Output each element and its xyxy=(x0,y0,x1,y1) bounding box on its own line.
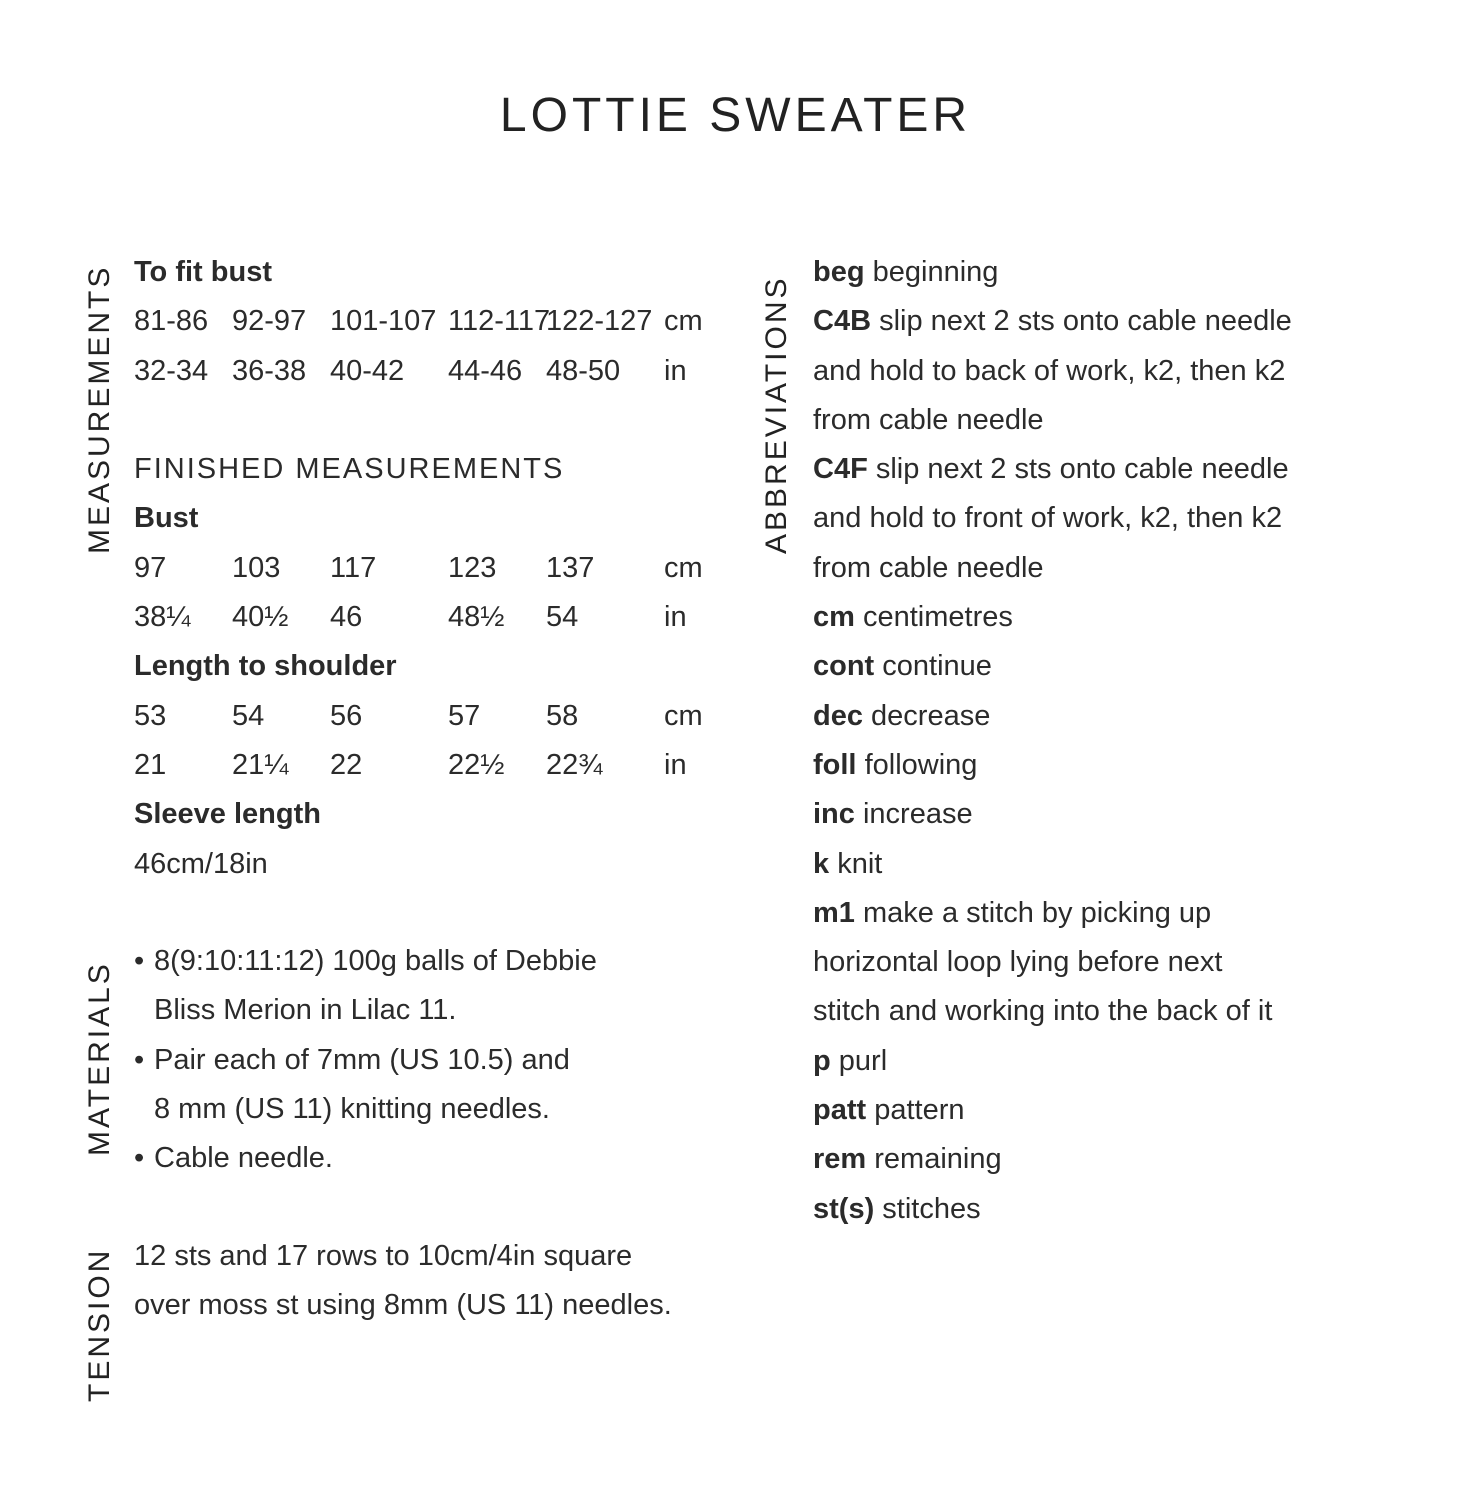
material-item-line xyxy=(134,937,744,986)
abbreviation-definition: horizontal loop lying before next xyxy=(813,946,1223,979)
abbreviation-line xyxy=(813,544,1433,593)
size-value: 40-42 xyxy=(330,354,405,387)
size-value: 122-127 xyxy=(546,305,653,338)
abbreviation-term: patt xyxy=(813,1094,867,1127)
abbreviation-line xyxy=(813,938,1433,987)
abbreviation-definition: and hold to front of work, k2, then k2 xyxy=(813,502,1283,535)
material-item-line xyxy=(134,986,744,1035)
abbreviation-term: cm xyxy=(813,601,855,634)
abbreviation-line xyxy=(813,790,1433,839)
size-value: 22¾ xyxy=(546,748,603,781)
abbreviation-line xyxy=(813,1086,1433,1135)
size-value: 112-117 xyxy=(448,305,551,338)
material-item-line xyxy=(134,1134,744,1183)
size-value: 22 xyxy=(330,748,363,781)
page-title: LOTTIE SWEATER xyxy=(499,89,972,142)
abbreviation-definition: continue xyxy=(882,650,992,683)
unit-label: in xyxy=(664,354,687,387)
size-value: 57 xyxy=(448,699,481,732)
to-fit-bust-cm-row xyxy=(134,297,744,346)
abbreviation-line xyxy=(813,593,1433,642)
abbreviation-definition: decrease xyxy=(871,699,991,732)
abbreviation-term: p xyxy=(813,1044,831,1077)
tension-line: 12 sts and 17 rows to 10cm/4in square xyxy=(134,1240,633,1272)
size-value: 81-86 xyxy=(134,305,209,338)
unit-label: cm xyxy=(664,699,703,732)
length-label: Length to shoulder xyxy=(134,650,397,683)
bust-cm-row xyxy=(134,544,744,593)
material-text: Pair each of 7mm (US 10.5) and xyxy=(154,1043,570,1076)
size-value: 36-38 xyxy=(232,354,307,387)
size-value: 38¼ xyxy=(134,601,191,634)
abbreviation-definition: beginning xyxy=(872,256,999,288)
bust-in-row xyxy=(134,593,744,642)
abbreviation-definition: increase xyxy=(862,798,973,831)
abbreviation-definition: from cable needle xyxy=(813,403,1044,436)
abbreviations-section-label: ABBREVIATIONS xyxy=(760,275,793,554)
sleeve-value: 46cm/18in xyxy=(134,847,268,880)
abbreviation-definition: following xyxy=(864,748,978,781)
size-value: 46 xyxy=(330,601,363,634)
size-value: 53 xyxy=(134,699,167,732)
tension-text xyxy=(134,1232,744,1331)
size-value: 40½ xyxy=(232,601,289,634)
size-value: 48-50 xyxy=(546,354,621,387)
abbreviation-line xyxy=(813,987,1433,1036)
measurements-section-label: MEASUREMENTS xyxy=(83,264,116,554)
size-value: 54 xyxy=(232,699,265,732)
abbreviation-line xyxy=(813,494,1433,543)
abbreviation-definition: slip next 2 sts onto cable needle xyxy=(879,305,1292,338)
size-value: 92-97 xyxy=(232,305,307,338)
abbreviation-term: cont xyxy=(813,650,875,683)
bullet-icon: • xyxy=(134,1043,145,1076)
unit-label: cm xyxy=(664,305,703,338)
abbreviation-term: C4F xyxy=(813,453,868,486)
abbreviation-line xyxy=(813,642,1433,691)
material-text: 8(9:10:11:12) 100g balls of Debbie xyxy=(154,945,597,977)
length-in-row xyxy=(134,741,744,790)
abbreviation-definition: purl xyxy=(838,1044,888,1077)
abbreviation-line xyxy=(813,248,1433,297)
size-value: 101-107 xyxy=(330,305,437,338)
abbreviation-line xyxy=(813,396,1433,445)
abbreviation-line xyxy=(813,1135,1433,1184)
size-value: 56 xyxy=(330,699,363,732)
abbreviation-definition: stitch and working into the back of it xyxy=(813,995,1273,1028)
abbreviation-line xyxy=(813,741,1433,790)
abbreviation-term: rem xyxy=(813,1143,867,1176)
size-value: 21¼ xyxy=(232,748,289,781)
abbreviation-line xyxy=(813,1185,1433,1234)
bullet-icon: • xyxy=(134,1142,145,1175)
size-value: 21 xyxy=(134,748,167,781)
abbreviations-list xyxy=(813,248,1433,1234)
finished-measurements-heading: FINISHED MEASUREMENTS xyxy=(134,453,565,486)
bust-label: Bust xyxy=(134,502,199,535)
abbreviation-line xyxy=(813,445,1433,494)
materials-list xyxy=(134,937,744,1183)
size-value: 103 xyxy=(232,551,281,584)
size-value: 117 xyxy=(330,551,377,584)
abbreviation-term: st(s) xyxy=(813,1192,875,1225)
material-text: 8 mm (US 11) knitting needles. xyxy=(154,1092,550,1125)
abbreviation-term: inc xyxy=(813,798,855,831)
abbreviation-term: dec xyxy=(813,699,863,732)
size-value: 123 xyxy=(448,551,497,584)
abbreviation-definition: from cable needle xyxy=(813,551,1044,584)
abbreviation-definition: knit xyxy=(837,847,883,880)
size-value: 22½ xyxy=(448,748,505,781)
length-cm-row xyxy=(134,692,744,741)
abbreviation-term: m1 xyxy=(813,896,855,929)
abbreviation-term: k xyxy=(813,847,830,880)
size-value: 137 xyxy=(546,551,595,584)
material-item-line xyxy=(134,1085,744,1134)
unit-label: in xyxy=(664,748,687,781)
abbreviation-line xyxy=(813,840,1433,889)
abbreviation-definition: remaining xyxy=(874,1143,1002,1176)
abbreviation-line xyxy=(813,347,1433,396)
material-text: Bliss Merion in Lilac 11. xyxy=(154,994,457,1027)
tension-line: over moss st using 8mm (US 11) needles. xyxy=(134,1289,672,1322)
abbreviation-definition: stitches xyxy=(882,1192,981,1225)
size-value: 58 xyxy=(546,699,579,732)
abbreviation-term: C4B xyxy=(813,305,872,338)
abbreviation-definition: centimetres xyxy=(862,601,1013,634)
abbreviation-term: beg xyxy=(813,256,865,288)
abbreviation-line xyxy=(813,1037,1433,1086)
abbreviation-definition: pattern xyxy=(874,1094,965,1127)
tension-section-label: TENSION xyxy=(83,1247,116,1402)
bullet-icon: • xyxy=(134,945,145,977)
measurements-block xyxy=(134,248,744,889)
size-value: 32-34 xyxy=(134,354,209,387)
sleeve-label: Sleeve length xyxy=(134,798,321,831)
abbreviation-definition: and hold to back of work, k2, then k2 xyxy=(813,354,1286,387)
unit-label: in xyxy=(664,601,687,634)
size-value: 48½ xyxy=(448,601,505,634)
abbreviation-line xyxy=(813,297,1433,346)
material-text: Cable needle. xyxy=(154,1142,333,1175)
to-fit-bust-label: To fit bust xyxy=(134,256,272,288)
abbreviation-definition: make a stitch by picking up xyxy=(862,896,1212,929)
to-fit-bust-in-row xyxy=(134,347,744,396)
unit-label: cm xyxy=(664,551,703,584)
abbreviation-line xyxy=(813,692,1433,741)
size-value: 54 xyxy=(546,601,579,634)
materials-section-label: MATERIALS xyxy=(83,961,116,1156)
material-item-line xyxy=(134,1036,744,1085)
abbreviation-line xyxy=(813,889,1433,938)
abbreviation-term: foll xyxy=(813,748,857,781)
abbreviation-definition: slip next 2 sts onto cable needle xyxy=(875,453,1289,486)
size-value: 97 xyxy=(134,551,167,584)
size-value: 44-46 xyxy=(448,354,523,387)
